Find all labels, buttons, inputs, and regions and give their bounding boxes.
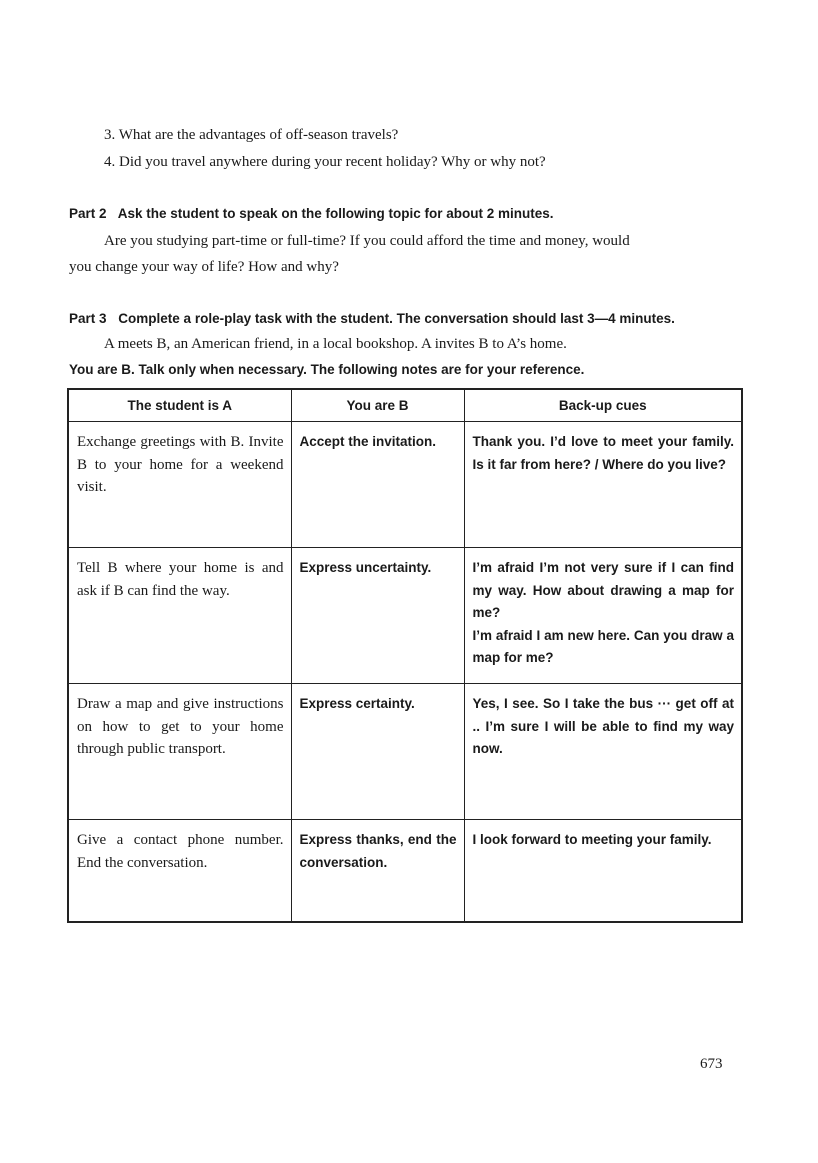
backup-cues-cell — [464, 422, 742, 548]
part3-note: You are B. Talk only when necessary. The following notes are for your reference. — [69, 362, 585, 377]
table-header-row — [68, 389, 742, 422]
table-row — [68, 548, 742, 684]
table-row — [68, 422, 742, 548]
header-you-are-b: You are B — [291, 389, 464, 422]
part3-scenario: A meets B, an American friend, in a local bookshop. A invites B to A’s home. — [104, 336, 567, 352]
part3-instruction: Complete a role-play task with the student. The conversation should last 3—4 minutes. — [118, 311, 675, 326]
part3-heading — [69, 309, 675, 329]
you-are-b-cell: Accept the invitation. — [291, 422, 464, 548]
part2-instruction: Ask the student to speak on the following topic for about 2 minutes. — [117, 206, 554, 221]
part2-topic-line2: you change your way of life? How and why? — [69, 259, 339, 275]
student-a-cell: Give a contact phone number. End the conversation. — [68, 820, 291, 923]
backup-cues-cell — [464, 820, 742, 923]
table-row — [68, 820, 742, 923]
student-a-cell: Draw a map and give instructions on how to get to your home through public transport. — [68, 684, 291, 820]
student-a-cell: Exchange greetings with B. Invite B to your home for a weekend visit. — [68, 422, 291, 548]
backup-cue: Thank you. I’d love to meet your family. Is it far from here? / Where do you live? — [472, 434, 734, 472]
part2-heading — [69, 204, 554, 224]
table-row — [68, 684, 742, 820]
question-4: 4. Did you travel anywhere during your recent holiday? Why or why not? — [104, 154, 546, 170]
you-are-b-cell: Express uncertainty. — [291, 548, 464, 684]
page-number: 673 — [700, 1056, 723, 1072]
part3-label: Part 3 — [69, 311, 107, 326]
you-are-b-cell: Express thanks, end the conversation. — [291, 820, 464, 923]
part2-label: Part 2 — [69, 206, 107, 221]
header-student-a: The student is A — [68, 389, 291, 422]
header-backup-cues: Back-up cues — [464, 389, 742, 422]
backup-cue: I’m afraid I am new here. Can you draw a map for me? — [472, 627, 734, 665]
student-a-cell: Tell B where your home is and ask if B can find the way. — [68, 548, 291, 684]
question-3: 3. What are the advantages of off-season travels? — [104, 127, 399, 143]
backup-cues-cell — [464, 548, 742, 684]
backup-cue: I look forward to meeting your family. — [472, 832, 712, 847]
backup-cue: I’m afraid I’m not very sure if I can find my way. How about drawing a map for me? — [472, 560, 734, 620]
you-are-b-cell: Express certainty. — [291, 684, 464, 820]
backup-cues-cell — [464, 684, 742, 820]
role-play-table — [67, 388, 743, 923]
part2-topic-line1: Are you studying part-time or full-time? If you could afford the time and money, would — [104, 233, 630, 249]
backup-cue: Yes, I see. So I take the bus ··· get off at .. I’m sure I will be able to find my way now. — [472, 696, 734, 756]
